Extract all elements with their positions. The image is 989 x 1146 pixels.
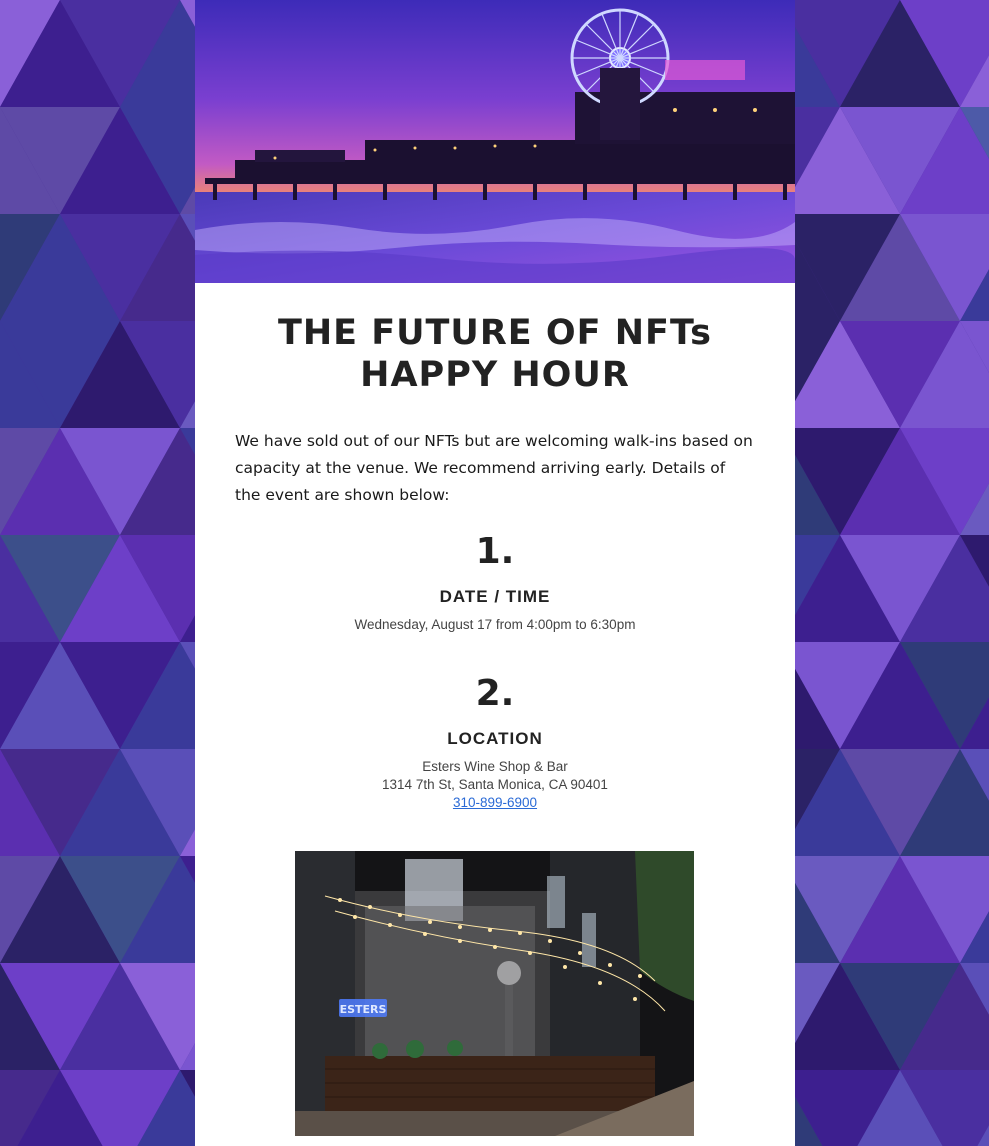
venue-name: Esters Wine Shop & Bar bbox=[422, 759, 568, 774]
event-title-line-2: HAPPY HOUR bbox=[360, 355, 630, 395]
hero-image bbox=[195, 0, 795, 283]
venue-address: 1314 7th St, Santa Monica, CA 90401 bbox=[382, 777, 608, 792]
venue-phone-link[interactable]: 310-899-6900 bbox=[452, 795, 538, 810]
date-time-text: Wednesday, August 17 from 4:00pm to 6:30pm bbox=[354, 617, 636, 632]
intro-text: We have sold out of our NFTs but are welcoming walk-ins based on capacity at the venue. We recommend arriving early. Details of the event are shown below: bbox=[235, 432, 753, 504]
venue-sign-text: ESTERS bbox=[339, 1003, 387, 1016]
date-time-heading: DATE / TIME bbox=[439, 587, 551, 606]
email-card bbox=[195, 0, 795, 1146]
location-details bbox=[195, 758, 795, 812]
event-title bbox=[195, 312, 795, 396]
venue-image bbox=[295, 851, 694, 1136]
location-heading: LOCATION bbox=[447, 729, 543, 748]
step-2-number: 2. bbox=[475, 673, 515, 714]
date-time-details bbox=[195, 616, 795, 634]
event-title-line-1: THE FUTURE OF NFTs bbox=[277, 313, 713, 353]
step-1-number: 1. bbox=[475, 531, 515, 572]
